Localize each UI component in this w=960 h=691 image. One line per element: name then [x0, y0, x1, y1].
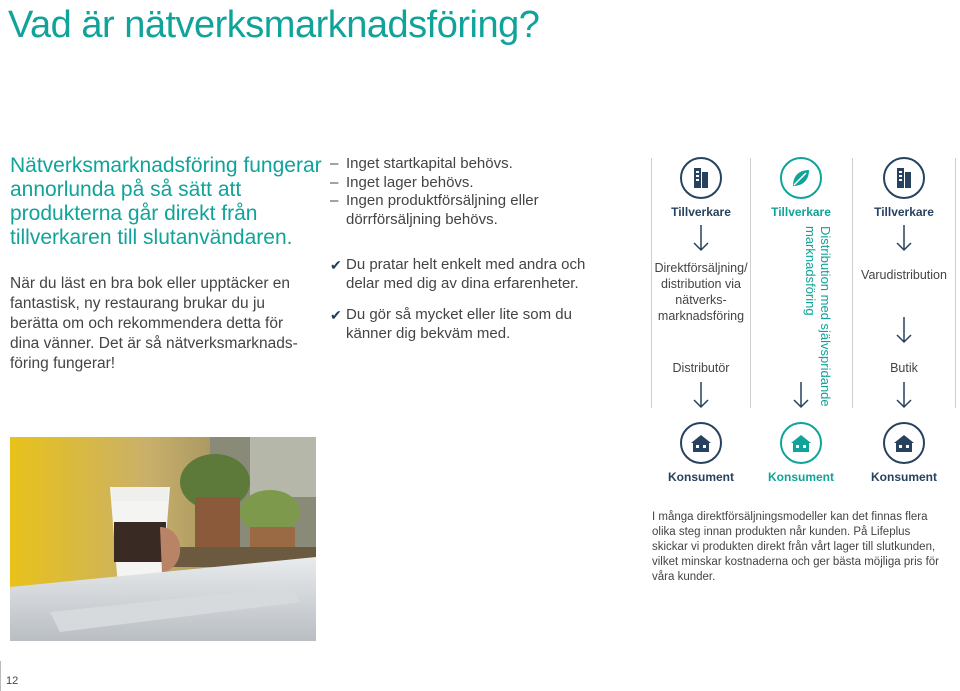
manufacturer-label: Tillverkare	[671, 205, 731, 219]
body-line: dina vänner. Det är så nätverksmarknads-	[10, 335, 298, 352]
check-text: Du pratar helt enkelt med andra och	[346, 256, 586, 273]
intro-line: tillverkaren till slutanvändaren.	[10, 226, 293, 249]
store-step	[854, 360, 954, 376]
diagram-column-network	[651, 155, 751, 219]
page-number: 12	[6, 675, 19, 687]
intro-text	[10, 154, 322, 250]
house-icon	[780, 422, 822, 464]
distributor-label: Distributör	[672, 361, 730, 375]
check-list	[330, 256, 630, 356]
vertical-line: Distribution med självspridande	[818, 226, 833, 407]
note-line: skickar vi produkten direkt från vårt lager till slutkunden,	[652, 541, 936, 553]
body-line: När du läst en bra bok eller upptäcker en	[10, 275, 291, 292]
note-line: våra kunder.	[652, 571, 716, 583]
dash-item	[330, 155, 630, 174]
check-text: Du gör så mycket eller lite som du	[346, 306, 572, 323]
manufacturer-label: Tillverkare	[874, 205, 934, 219]
store-label: Butik	[890, 361, 918, 375]
check-item	[330, 256, 630, 293]
leaf-icon	[780, 157, 822, 199]
goods-distribution-label: Varudistribution	[861, 268, 947, 282]
check-text: känner dig bekväm med.	[346, 324, 511, 342]
consumer-label: Konsument	[768, 470, 834, 484]
column-divider	[852, 158, 853, 408]
manufacturer-label: Tillverkare	[771, 205, 831, 219]
column-divider	[955, 158, 956, 408]
intro-line: Nätverksmarknadsföring fungerar	[10, 154, 322, 177]
house-icon	[883, 422, 925, 464]
down-arrow-icon	[894, 223, 914, 253]
consumer-label: Konsument	[871, 470, 937, 484]
checkmark-icon: ✔	[330, 257, 342, 273]
dash-item	[330, 192, 630, 229]
mid-line: marknadsföring	[657, 309, 745, 323]
distributor-step	[651, 360, 751, 376]
diagram-column-retail	[854, 155, 954, 219]
consumer-node	[854, 420, 954, 484]
intro-line: annorlunda på så sätt att	[10, 178, 242, 201]
mid-line: Direktförsäljning/	[654, 261, 748, 275]
consumer-label: Konsument	[668, 470, 734, 484]
dash-text: dörrförsäljning behövs.	[346, 210, 498, 228]
down-arrow-icon	[791, 380, 811, 410]
dash-marker: –	[330, 155, 339, 172]
vertical-line: marknadsföring	[803, 226, 818, 316]
diagram-column-network-mid	[651, 260, 751, 324]
dash-marker: –	[330, 192, 339, 209]
note-line: I många direktförsäljningsmodeller kan det finnas flera	[652, 511, 928, 523]
dash-text: Ingen produktförsäljning eller	[346, 192, 539, 209]
dash-marker: –	[330, 173, 339, 191]
check-text: delar med dig av dina erfarenheter.	[346, 274, 579, 292]
coffee-laptop-photo	[10, 437, 316, 641]
mid-line: distribution via	[661, 277, 741, 291]
note-line: vilket minskar kostnaderna och ger bästa möjliga pris för	[652, 556, 939, 568]
checkmark-icon: ✔	[330, 307, 342, 323]
dash-text: Inget startkapital behövs.	[346, 155, 513, 172]
diagram-column-self	[751, 155, 851, 219]
consumer-node	[651, 420, 751, 484]
down-arrow-icon	[894, 315, 914, 345]
consumer-node	[751, 420, 851, 484]
note-line: olika steg innan produkten når kunden. På Lifeplus	[652, 526, 911, 538]
dash-item	[330, 174, 630, 193]
body-paragraph	[10, 274, 320, 374]
body-line: föring fungerar!	[10, 355, 116, 372]
mid-line: nätverks-	[675, 293, 727, 307]
house-icon	[680, 422, 722, 464]
footnote	[652, 510, 952, 585]
retail-distribution	[854, 267, 954, 283]
factory-icon	[680, 157, 722, 199]
page-title: Vad är nätverksmarknadsföring?	[8, 4, 540, 46]
dash-list	[330, 155, 630, 229]
down-arrow-icon	[691, 223, 711, 253]
dash-text: Inget lager behövs.	[346, 173, 474, 191]
network-distribution-text	[651, 260, 751, 324]
factory-icon	[883, 157, 925, 199]
intro-line: produkterna går direkt från	[10, 202, 258, 225]
page-margin-line	[0, 661, 1, 691]
body-line: fantastisk, ny restaurang brukar du ju	[10, 295, 266, 312]
down-arrow-icon	[894, 380, 914, 410]
check-item	[330, 306, 630, 343]
body-line: berätta om och rekommendera detta för	[10, 315, 284, 332]
down-arrow-icon	[691, 380, 711, 410]
